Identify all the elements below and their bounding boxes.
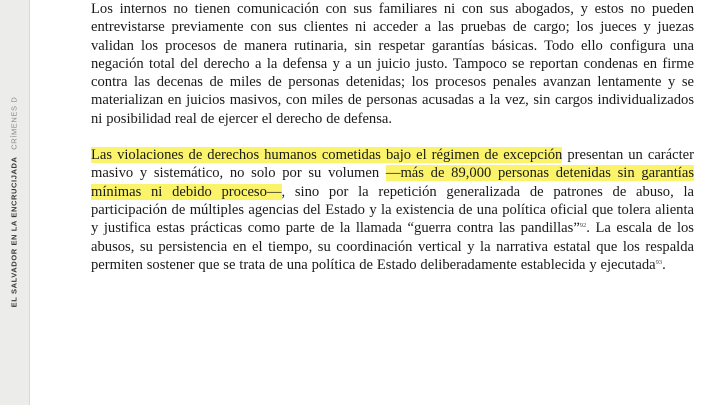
paragraph-2-text-4: .: [662, 256, 666, 273]
paragraph-1: Los internos no tienen comunicación con sus familiares ni con sus abogados, y estos no pueden entrevistarse previamente con sus clientes ni acceder a las pruebas de cargo; los jueces y juezas validan los procesos de manera rutinaria, sin respetar garantías básicas. Todo ello configura una negación total del derecho a la defensa y a un juicio justo. Tampoco se reportan condenas en firme contra las decenas de miles de personas detenidas; los procesos penales avanzan lentamente y se materializan en juicios masivos, con miles de personas acusadas a la vez, sin cargos individualizados ni posibilidad real de ejercer el derecho de defensa.: [91, 1, 694, 127]
document-body: [91, 0, 694, 274]
footnote-ref-93[interactable]: 93: [655, 258, 663, 266]
running-head: [10, 97, 19, 308]
highlighted-passage-2: —más de 89,000 personas detenidas sin garantías mínimas ni debido proceso—: [91, 165, 694, 200]
running-head-subtitle: CRÍMENES D: [9, 96, 19, 150]
footnote-ref-92[interactable]: 92: [579, 222, 587, 230]
paragraph-2-text-3: . La escala de los abusos, su persistencia en el tiempo, su coordinación vertical y la narrativa estatal que los respalda permiten sostener que se trata de una política de Estado deliberadamente establecida y ejecutada: [91, 220, 694, 273]
paragraph-2: [91, 146, 694, 274]
highlighted-passage-1: Las violaciones de derechos humanos cometidas bajo el régimen de excepción: [91, 147, 563, 164]
running-head-title: EL SALVADOR EN LA ENCRUCIJADA: [9, 156, 19, 308]
paragraph-2-text-1: presentan un carácter masivo y sistemático, no solo por su volumen: [91, 147, 695, 182]
paragraph-2-text-2: , sino por la repetición generalizada de patrones de abuso, la participación de múltiples agencias del Estado y la existencia de una política oficial que tolera alienta y justifica estas prácticas como parte de la llamada “guerra contra las pandillas”: [91, 183, 694, 237]
left-margin-band: [0, 0, 30, 405]
